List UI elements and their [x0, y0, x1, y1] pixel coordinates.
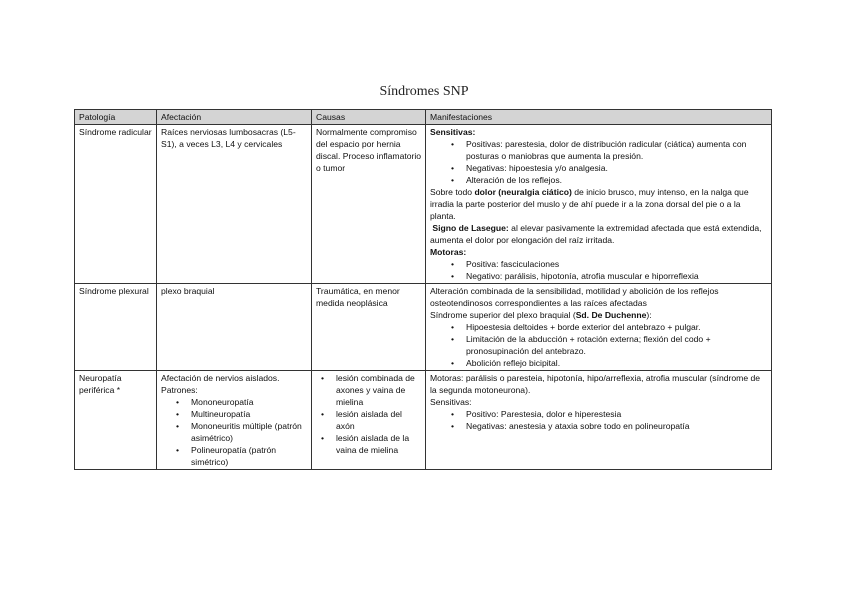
sensitivas-label: Sensitivas:: [430, 397, 472, 407]
list-item: • Positiva: fasciculaciones: [466, 258, 768, 270]
list-item: • Negativas: anestesia y ataxia sobre todo en polineuropatía: [466, 420, 768, 432]
motoras-list: [430, 258, 768, 282]
patologia-cell: Síndrome radicular: [75, 125, 157, 284]
causas-cell: Normalmente compromiso del espacio por hernia discal. Proceso inflamatorio o tumor: [312, 125, 426, 284]
list-item: • Multineuropatía: [191, 408, 308, 420]
afectacion-cell: [157, 371, 312, 470]
patrones-list: [161, 396, 308, 468]
list-item: • Limitación de la abducción + rotación externa; flexión del codo + pronosupinación del antebrazo.: [466, 333, 768, 357]
header-afectacion: Afectación: [157, 110, 312, 125]
list-item: • Positivas: parestesia, dolor de distribución radicular (ciática) aumenta con posturas o maniobras que aumenta la presión.: [466, 138, 768, 162]
patologia-cell: Neuropatía periférica *: [75, 371, 157, 470]
causas-cell: [312, 371, 426, 470]
list-item: • Negativo: parálisis, hipotonía, atrofia muscular e hiporreflexia: [466, 270, 768, 282]
syndromes-table: [74, 109, 772, 470]
list-item: • Negativas: hipoestesia y/o analgesia.: [466, 162, 768, 174]
patrones-label: Patrones:: [161, 385, 198, 395]
sensitivas-list: [430, 138, 768, 186]
list-item: • Positivo: Parestesia, dolor e hiperestesia: [466, 408, 768, 420]
duchenne-list: [430, 321, 768, 369]
list-item: • Mononeuropatía: [191, 396, 308, 408]
list-item: • Hipoestesia deltoides + borde exterior del antebrazo + pulgar.: [466, 321, 768, 333]
plexural-intro: Alteración combinada de la sensibilidad, motilidad y abolición de los reflejos osteotendinosos correspondientes a las raíces afectadas: [430, 286, 719, 308]
manifestaciones-cell: [426, 284, 772, 371]
table-header-row: [75, 110, 772, 125]
sensitivas-label: Sensitivas:: [430, 127, 476, 137]
sobre-todo-paragraph: Sobre todo dolor (neuralgia ciático) de inicio brusco, muy intenso, en la nalga que irradia la parte posterior del muslo y de ahí puede ir a la zona dorsal del pie o a la planta.: [430, 187, 749, 221]
document-title: Síndromes SNP: [379, 84, 469, 99]
list-item: • Alteración de los reflejos.: [466, 174, 768, 186]
list-item: • lesión aislada de la vaina de mielina: [336, 432, 422, 456]
list-item: • lesión aislada del axón: [336, 408, 422, 432]
list-item: • Abolición reflejo bicipital.: [466, 357, 768, 369]
list-item: • Polineuropatía (patrón simétrico): [191, 444, 308, 468]
manifestaciones-cell: [426, 371, 772, 470]
causas-list: [316, 372, 422, 456]
table-row: [75, 284, 772, 371]
duchenne-line: Síndrome superior del plexo braquial (Sd. De Duchenne):: [430, 310, 652, 320]
header-manifestaciones: Manifestaciones: [426, 110, 772, 125]
motoras-line: Motoras: parálisis o paresteia, hipotonía, hipo/arreflexia, atrofia muscular (síndrome de la segunda motoneurona).: [430, 373, 761, 395]
header-causas: Causas: [312, 110, 426, 125]
lasegue-paragraph: Signo de Lasegue: al elevar pasivamente la extremidad afectada que está extendida, aumenta el dolor por elongación del raíz irritada.: [430, 223, 762, 245]
afectacion-cell: Raíces nerviosas lumbosacras (L5-S1), a veces L3, L4 y cervicales: [157, 125, 312, 284]
list-item: • lesión combinada de axones y vaina de mielina: [336, 372, 422, 408]
motoras-label: Motoras:: [430, 247, 467, 257]
manifestaciones-cell: [426, 125, 772, 284]
patologia-cell: Síndrome plexural: [75, 284, 157, 371]
list-item: • Mononeuritis múltiple (patrón asimétrico): [191, 420, 308, 444]
table-row: [75, 371, 772, 470]
header-patologia: Patología: [75, 110, 157, 125]
sensitivas-list: [430, 408, 768, 432]
afectacion-cell: plexo braquial: [157, 284, 312, 371]
causas-cell: Traumática, en menor medida neoplásica: [312, 284, 426, 371]
table-row: [75, 125, 772, 284]
afectacion-intro: Afectación de nervios aislados.: [161, 373, 280, 383]
